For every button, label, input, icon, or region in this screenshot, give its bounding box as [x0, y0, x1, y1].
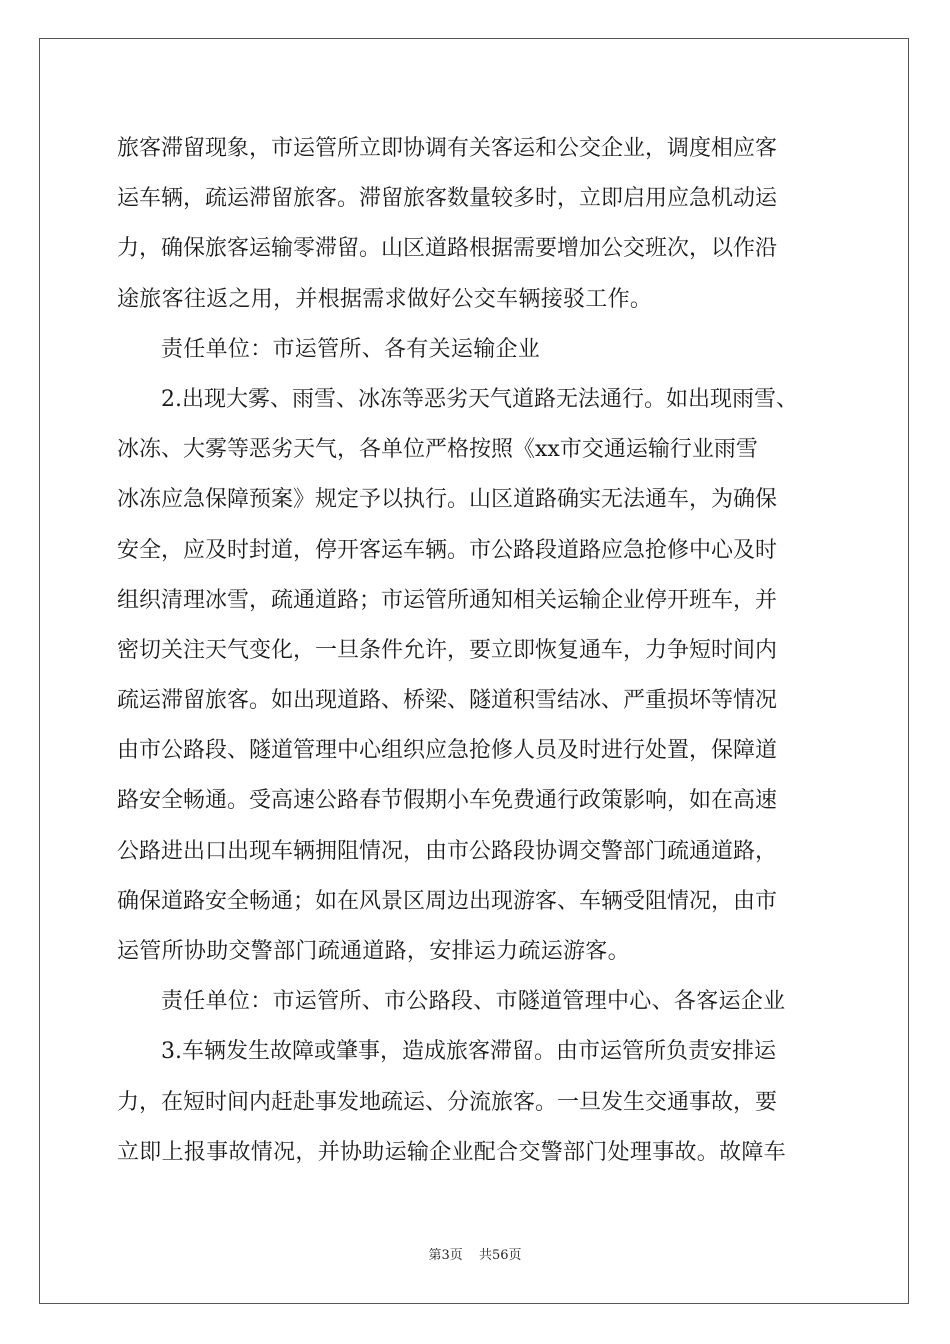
text-line: 路安全畅通。受高速公路春节假期小车免费通行政策影响，如在高速 — [117, 788, 778, 814]
text-line: 公路进出口出现车辆拥阻情况，由市公路段协调交警部门疏通道路， — [117, 838, 778, 864]
text-line: 力，在短时间内赶赴事发地疏运、分流旅客。一旦发生交通事故，要 — [117, 1089, 778, 1115]
page-number: 第3页 — [428, 1248, 463, 1263]
text-line: 立即上报事故情况，并协助运输企业配合交警部门处理事故。故障车 — [117, 1139, 787, 1165]
text-line: 2.出现大雾、雨雪、冰冻等恶劣天气道路无法通行。如出现雨雪、 — [161, 386, 798, 412]
text-line: 3.车辆发生故障或肇事，造成旅客滞留。由市运管所负责安排运 — [161, 1039, 776, 1065]
text-line: 责任单位：市运管所、市公路段、市隧道管理中心、各客运企业 — [161, 989, 786, 1015]
text-line: 冰冻应急保障预案》规定予以执行。山区道路确实无法通车，为确保 — [117, 487, 778, 513]
text-line: 安全，应及时封道，停开客运车辆。市公路段道路应急抢修中心及时 — [117, 537, 778, 563]
text-line: 冰冻、大雾等恶劣天气，各单位严格按照《xx市交通运输行业雨雪 — [117, 437, 758, 463]
text-line: 责任单位：市运管所、各有关运输企业 — [161, 336, 541, 362]
page-footer — [0, 1244, 950, 1263]
text-line: 运管所协助交警部门疏通道路，安排运力疏运游客。 — [117, 939, 630, 964]
text-line: 疏运滞留旅客。如出现道路、桥梁、隧道积雪结冰、严重损坏等情况 — [117, 688, 778, 714]
text-line: 旅客滞留现象，市运管所立即协调有关客运和公交企业，调度相应客 — [117, 136, 778, 161]
text-line: 组织清理冰雪，疏通道路；市运管所通知相关运输企业停开班车，并 — [117, 587, 778, 613]
text-line: 力，确保旅客运输零滞留。山区道路根据需要增加公交班次，以作沿 — [117, 236, 778, 262]
text-line: 运车辆，疏运滞留旅客。滞留旅客数量较多时，立即启用应急机动运 — [117, 186, 778, 212]
document-body — [117, 124, 833, 1178]
text-line: 途旅客往返之用，并根据需求做好公交车辆接驳工作。 — [117, 286, 653, 312]
page-total: 共56页 — [478, 1248, 522, 1263]
text-line: 密切关注天气变化，一旦条件允许，要立即恢复通车，力争短时间内 — [117, 637, 778, 663]
text-line: 由市公路段、隧道管理中心组织应急抢修人员及时进行处置，保障道 — [117, 738, 778, 764]
text-line: 确保道路安全畅通；如在风景区周边出现游客、车辆受阻情况，由市 — [117, 888, 778, 914]
